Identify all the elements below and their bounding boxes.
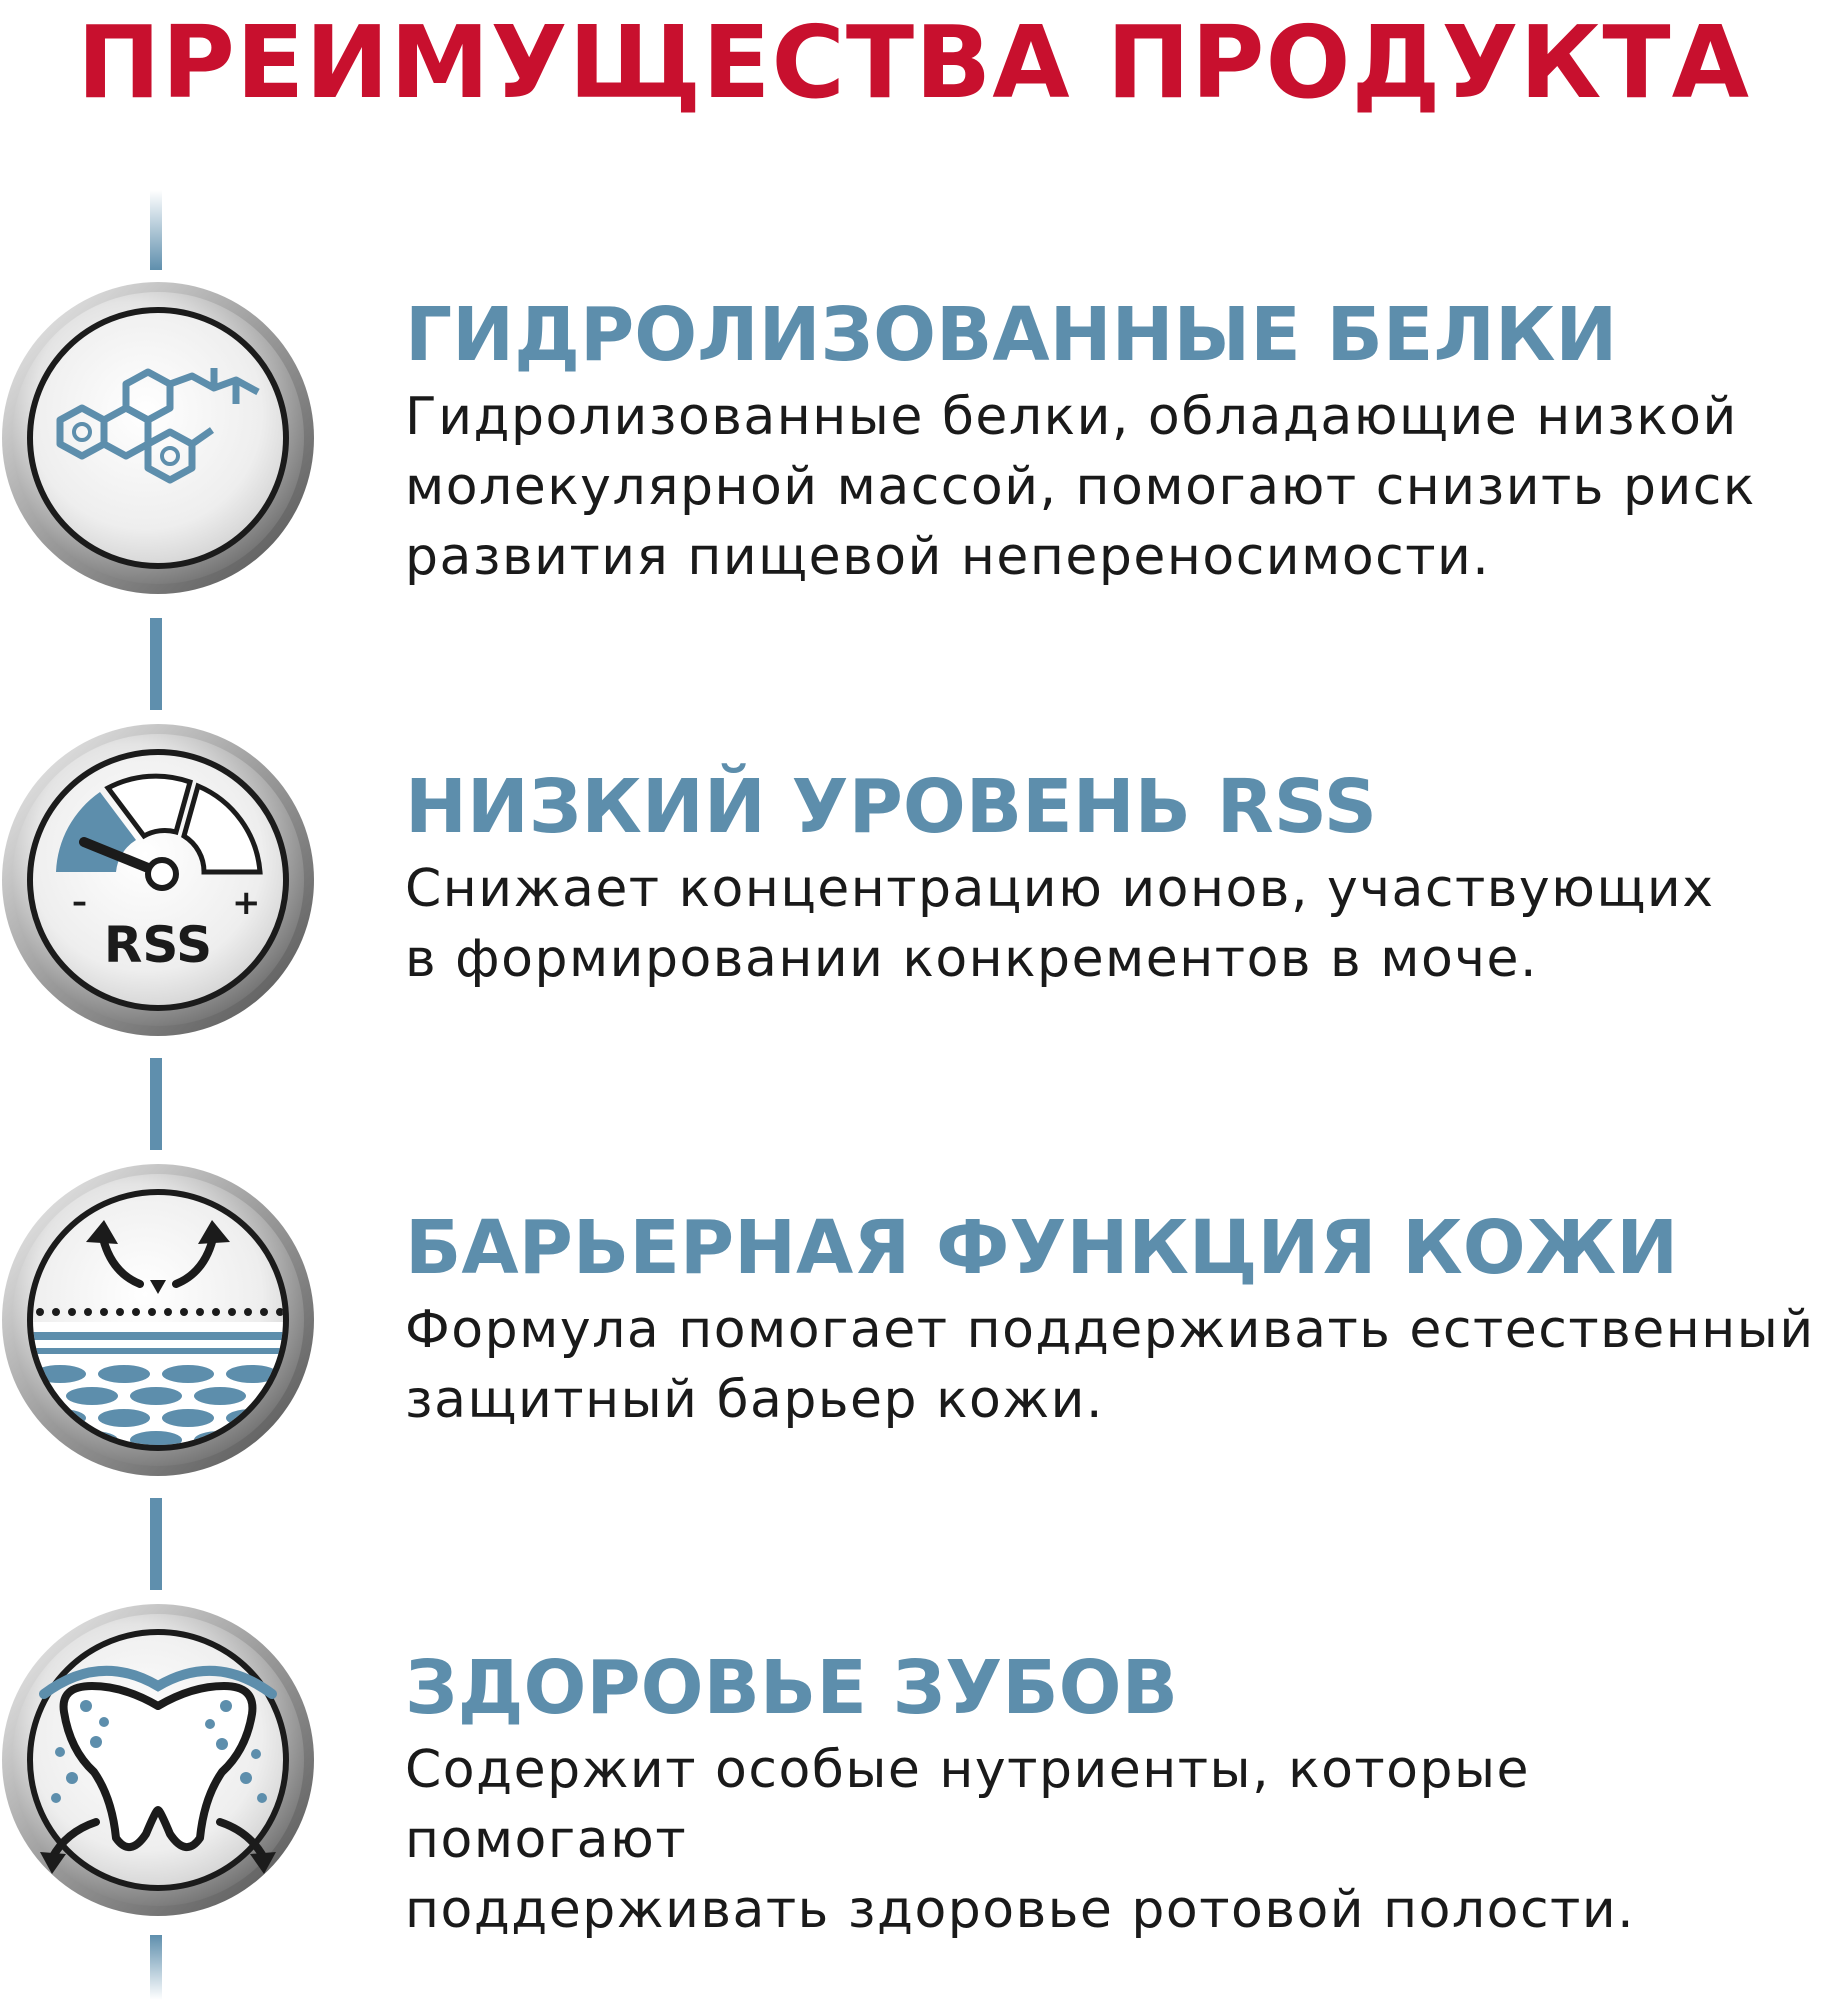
timeline-segment — [150, 1058, 162, 1150]
feature-description-line: развития пищевой непереносимости. — [405, 527, 1491, 587]
timeline-segment — [150, 618, 162, 710]
svg-text:–: – — [72, 885, 87, 920]
skin-barrier-icon — [0, 1162, 316, 1478]
feature-skin-barrier — [405, 1203, 1815, 1435]
feature-description — [405, 1735, 1815, 1945]
feature-description-line: Снижает концентрацию ионов, участвующих — [405, 859, 1715, 919]
feature-description-line: Гидролизованные белки, обладающие низкой — [405, 387, 1738, 447]
feature-title: НИЗКИЙ УРОВЕНЬ RSS — [405, 764, 1378, 850]
feature-description — [405, 382, 1815, 592]
rss-gauge-icon — [0, 722, 316, 1038]
feature-description-line: Формула помогает поддерживать естественный — [405, 1300, 1815, 1360]
timeline-segment — [150, 190, 162, 270]
feature-description-line: защитный барьер кожи. — [405, 1370, 1104, 1430]
feature-title: БАРЬЕРНАЯ ФУНКЦИЯ КОЖИ — [405, 1205, 1679, 1291]
feature-low-rss — [405, 762, 1815, 994]
feature-description-line: Содержит особые нутриенты, которые помогают — [405, 1740, 1531, 1870]
feature-description — [405, 1295, 1815, 1435]
timeline-segment — [150, 1935, 162, 2000]
feature-title: ЗДОРОВЬЕ ЗУБОВ — [405, 1645, 1178, 1731]
svg-text:+: + — [232, 883, 261, 923]
feature-title: ГИДРОЛИЗОВАННЫЕ БЕЛКИ — [405, 292, 1618, 378]
feature-description — [405, 854, 1815, 994]
page-title: ПРЕИМУЩЕСТВА ПРОДУКТА — [76, 4, 1750, 121]
rss-gauge-label: RSS — [103, 916, 213, 974]
molecule-icon — [0, 280, 316, 596]
tooth-icon — [0, 1602, 316, 1918]
timeline-segment — [150, 1498, 162, 1590]
feature-description-line: поддерживать здоровье ротовой полости. — [405, 1880, 1636, 1940]
feature-hydrolyzed-proteins — [405, 290, 1815, 592]
feature-description-line: молекулярной массой, помогают снизить риск — [405, 457, 1756, 517]
feature-dental-health — [405, 1643, 1815, 1945]
feature-description-line: в формировании конкрементов в моче. — [405, 929, 1539, 989]
